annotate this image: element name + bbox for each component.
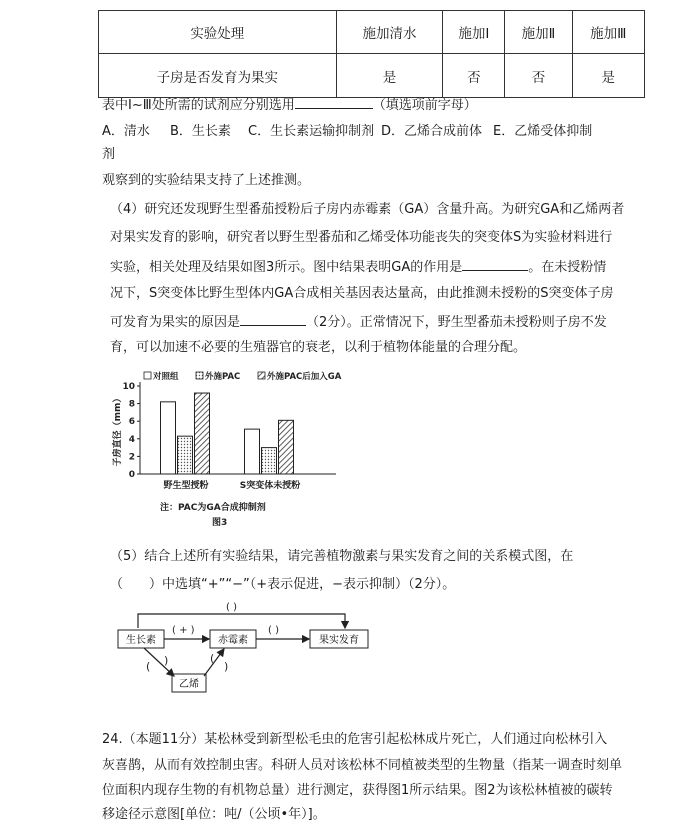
q4-line-3-text: 实验，相关处理及结果如图3所示。图中结果表明GA的作用是 <box>110 260 463 275</box>
table-cell: 施加Ⅱ <box>505 11 572 54</box>
legend-swatch <box>258 372 265 379</box>
q4-line-4: 况下，S突变体比野生型体内GA合成相关基因表达量高，由此推测未授粉的S突变体子房 <box>110 286 614 301</box>
figure-3-bar-chart <box>108 368 348 528</box>
x-axis-labels <box>163 479 300 491</box>
chart-axes <box>122 382 336 480</box>
auxin-to-fruit-arrow <box>138 614 345 628</box>
q24-line-2: 灰喜鹊，从而有效控制虫害。科研人员对该松林不同植被类型的生物量（指某一调查时刻单 <box>102 758 623 773</box>
experiment-table <box>98 10 645 98</box>
y-tick-label: 0 <box>128 470 135 480</box>
diagram-label-plus: ( + ) <box>172 625 195 636</box>
legend-label: 外施PAC后加入GA <box>267 372 342 382</box>
y-tick-label: 8 <box>128 399 135 410</box>
y-tick-label: 6 <box>128 417 135 428</box>
x-tick-label: 野生型授粉 <box>163 481 209 491</box>
table-cell: 是 <box>336 54 443 98</box>
hormone-relationship-diagram <box>110 598 380 698</box>
q3-prompt <box>102 95 477 115</box>
q5-line-1: （5）结合上述所有实验结果，请完善植物激素与果实发育之间的关系模式图，在 <box>110 549 574 564</box>
diagram-blank-left[interactable]: ( <box>146 660 151 673</box>
option-e: E．乙烯受体抑制 <box>493 124 593 139</box>
q5-line-2: （ ）中选填“+”“−”（+表示促进，−表示抑制）（2分）。 <box>110 577 456 592</box>
diagram-blank-top[interactable]: ( ) <box>226 602 237 613</box>
answer-blank[interactable] <box>240 312 306 326</box>
y-tick-label: 2 <box>128 452 135 463</box>
bar-2-3 <box>279 420 294 474</box>
legend-label: 对照组 <box>153 372 179 382</box>
node-gibberellin: 赤霉素 <box>218 635 248 646</box>
node-ethylene: 乙烯 <box>179 679 199 690</box>
y-tick-label: 10 <box>122 382 135 392</box>
bar-1-1 <box>161 402 176 474</box>
bar-2-2 <box>262 448 277 474</box>
table-cell: 施加Ⅰ <box>443 11 505 54</box>
chart-bars <box>161 393 294 474</box>
diagram-blank-right-close: ) <box>224 660 229 673</box>
answer-blank[interactable] <box>295 95 373 109</box>
node-fruit-development: 果实发育 <box>319 635 359 646</box>
q24-line-3: 位面积内现存生物的有机物总量）进行测定，获得图1所示结果。图2为该松林植被的碳转 <box>102 783 613 798</box>
figure-caption: 图3 <box>212 518 228 528</box>
legend-swatch <box>144 372 151 379</box>
bar-2-1 <box>245 429 260 474</box>
q4-line-5-text: 可发育为果实的原因是 <box>110 315 241 330</box>
diagram-blank-right[interactable]: ( <box>210 652 215 665</box>
diagram-blank-middle[interactable]: ( ) <box>268 625 279 636</box>
q3-prompt-text: 表中Ⅰ~Ⅲ处所需的试剂应分别选用 <box>102 98 295 113</box>
x-tick-label: S突变体未授粉 <box>239 481 301 491</box>
option-d: D．乙烯合成前体 <box>381 124 483 139</box>
table-cell: 是 <box>572 54 644 98</box>
legend-label: 外施PAC <box>205 372 241 382</box>
q4-line-5-suffix: （2分）。正常情况下，野生型番茄未授粉则子房不发 <box>306 315 607 330</box>
chart-legend <box>144 371 342 382</box>
bar-1-2 <box>178 436 193 474</box>
y-axis-label: 子房直径（mm） <box>113 393 123 467</box>
table-cell: 否 <box>443 54 505 98</box>
chart-note: 注：PAC为GA合成抑制剂 <box>160 503 266 513</box>
q24-line-1: 24.（本题11分）某松林受到新型松毛虫的危害引起松林成片死亡，人们通过向松林引入 <box>102 732 608 747</box>
table-cell: 施加清水 <box>336 11 443 54</box>
table-row <box>99 54 645 98</box>
option-c: C．生长素运输抑制剂 <box>248 124 375 139</box>
q4-line-2: 对果实发育的影响，研究者以野生型番茄和乙烯受体功能丧失的突变体S为实验材料进行 <box>110 230 613 245</box>
option-b: B．生长素 <box>170 124 231 139</box>
q24-line-4: 移途径示意图[单位：吨/（公顷•年）]。 <box>102 807 326 822</box>
legend-swatch <box>196 372 203 379</box>
q4-line-3 <box>110 257 606 277</box>
bar-1-3 <box>195 393 210 474</box>
node-auxin: 生长素 <box>126 635 156 646</box>
y-tick-label: 4 <box>128 434 135 445</box>
table-cell: 子房是否发育为果实 <box>99 54 337 98</box>
table-cell: 实验处理 <box>99 11 337 54</box>
diagram-blank-left-close: ) <box>164 654 169 667</box>
q4-line-1: （4）研究还发现野生型番茄授粉后子房内赤霉素（GA）含量升高。为研究GA和乙烯两者 <box>110 202 625 217</box>
table-cell: 否 <box>505 54 572 98</box>
answer-blank[interactable] <box>462 257 528 271</box>
option-e-continued: 剂 <box>102 147 116 162</box>
q4-line-3-suffix: 。在未授粉情 <box>528 260 607 275</box>
table-cell: 施加Ⅲ <box>572 11 644 54</box>
table-header-row <box>99 11 645 54</box>
q4-line-6: 育，可以加速不必要的生殖器官的衰老，以利于植物体能量的合理分配。 <box>110 340 527 355</box>
option-a: A．清水 <box>102 124 150 139</box>
q4-line-5 <box>110 312 607 332</box>
q3-conclusion: 观察到的实验结果支持了上述推测。 <box>102 173 311 188</box>
q3-prompt-suffix: （填选项前字母） <box>372 98 477 113</box>
